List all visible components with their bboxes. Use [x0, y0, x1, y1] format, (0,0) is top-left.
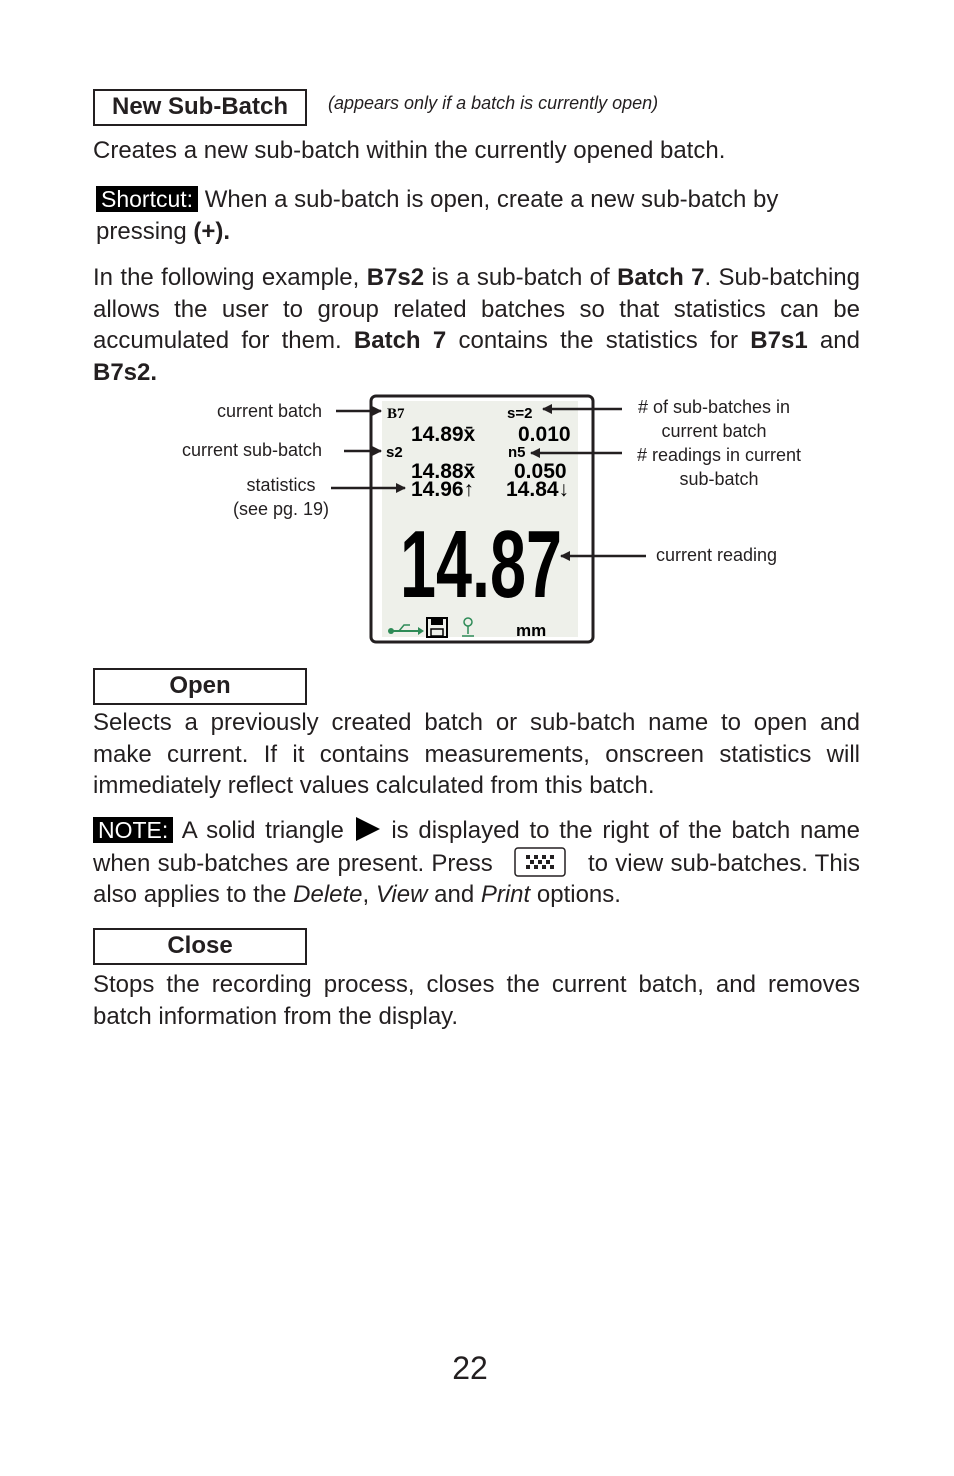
- label-readings-line1: # readings in current: [636, 445, 802, 465]
- example-bold: B7s2.: [93, 358, 158, 386]
- example-text: is a sub-batch of: [424, 264, 618, 291]
- example-bold: Batch 7: [617, 264, 705, 291]
- label-current-batch: current batch: [217, 401, 323, 421]
- shortcut-key: (+).: [193, 217, 231, 245]
- note-text: A solid triangle: [181, 817, 344, 844]
- note-text: ,: [362, 881, 376, 908]
- note-text: and: [427, 881, 481, 908]
- new-sub-batch-note: (appears only if a batch is currently open): [328, 93, 659, 113]
- note-tag: NOTE:: [93, 817, 173, 843]
- label-current-sub-batch: current sub-batch: [182, 440, 323, 460]
- new-sub-batch-description: Creates a new sub-batch within the currently opened batch.: [93, 137, 726, 164]
- lcd-batch: B7: [387, 406, 405, 422]
- example-text: . Sub-batching allows the user to group related batches so that statistics can be accumulated for them.: [93, 264, 860, 354]
- lcd-max: 14.96↑: [411, 478, 475, 501]
- page-number: 22: [452, 1350, 488, 1386]
- lcd-mean2: 14.88x̄: [411, 460, 476, 483]
- lcd-mean1: 14.89x̄: [411, 423, 476, 446]
- label-sub-batches: [622, 396, 806, 443]
- note-text: to view sub-batches. This also applies to the: [93, 849, 861, 908]
- open-heading: Open: [93, 668, 307, 705]
- close-heading: Close: [93, 928, 307, 965]
- open-description: Selects a previously created batch or sub-batch name to open and make current. If it contains measurements, onscreen statistics will immediately reflect values calculated from this batch.: [93, 709, 860, 799]
- lcd-unit: mm: [516, 621, 547, 640]
- note-text: options.: [530, 881, 621, 908]
- lcd-sub-batch: s2: [386, 444, 403, 461]
- label-sub-batches-line1: # of sub-batches in: [637, 397, 791, 417]
- note-print: Print: [480, 881, 531, 908]
- lcd-sub-batch-count: s=2: [507, 405, 533, 422]
- example-text: contains the statistics for: [446, 327, 751, 354]
- lcd-current-reading: 14.87: [400, 511, 562, 618]
- close-description: Stops the recording process, closes the current batch, and removes batch information from the display.: [93, 971, 860, 1030]
- example-text: In the following example,: [93, 264, 367, 291]
- shortcut-text: When a sub-batch is open, create a new sub-batch by pressing: [96, 186, 779, 245]
- gauge-display-figure: [0, 0, 954, 660]
- label-readings: [622, 444, 816, 491]
- shortcut-tag: Shortcut:: [96, 186, 198, 212]
- label-statistics-line1: statistics: [246, 475, 316, 495]
- example-bold: B7s1: [750, 327, 808, 354]
- new-sub-batch-heading: New Sub-Batch: [93, 89, 307, 126]
- solid-triangle-icon: [354, 816, 382, 842]
- label-sub-batches-line2: current batch: [661, 420, 767, 441]
- note-text: is displayed to the right of the batch name when sub-batches are present. Press: [93, 817, 861, 877]
- menu-key-icon: [514, 847, 566, 877]
- label-readings-line2: sub-batch: [679, 468, 759, 489]
- label-current-reading: current reading: [656, 545, 778, 565]
- lcd-sigma2: 0.050: [514, 460, 567, 483]
- note-view: View: [375, 881, 428, 908]
- lcd-min: 14.84↓: [506, 478, 570, 501]
- label-statistics-line2: (see pg. 19): [232, 498, 330, 519]
- note-delete: Delete: [293, 881, 363, 908]
- example-bold: B7s2: [366, 264, 425, 291]
- example-text: and: [807, 327, 860, 354]
- open-note-paragraph: [93, 815, 860, 911]
- label-statistics: [220, 474, 342, 521]
- example-bold: Batch 7: [353, 327, 447, 354]
- lcd-sigma1: 0.010: [518, 423, 571, 446]
- lcd-readings-count: n5: [508, 444, 526, 461]
